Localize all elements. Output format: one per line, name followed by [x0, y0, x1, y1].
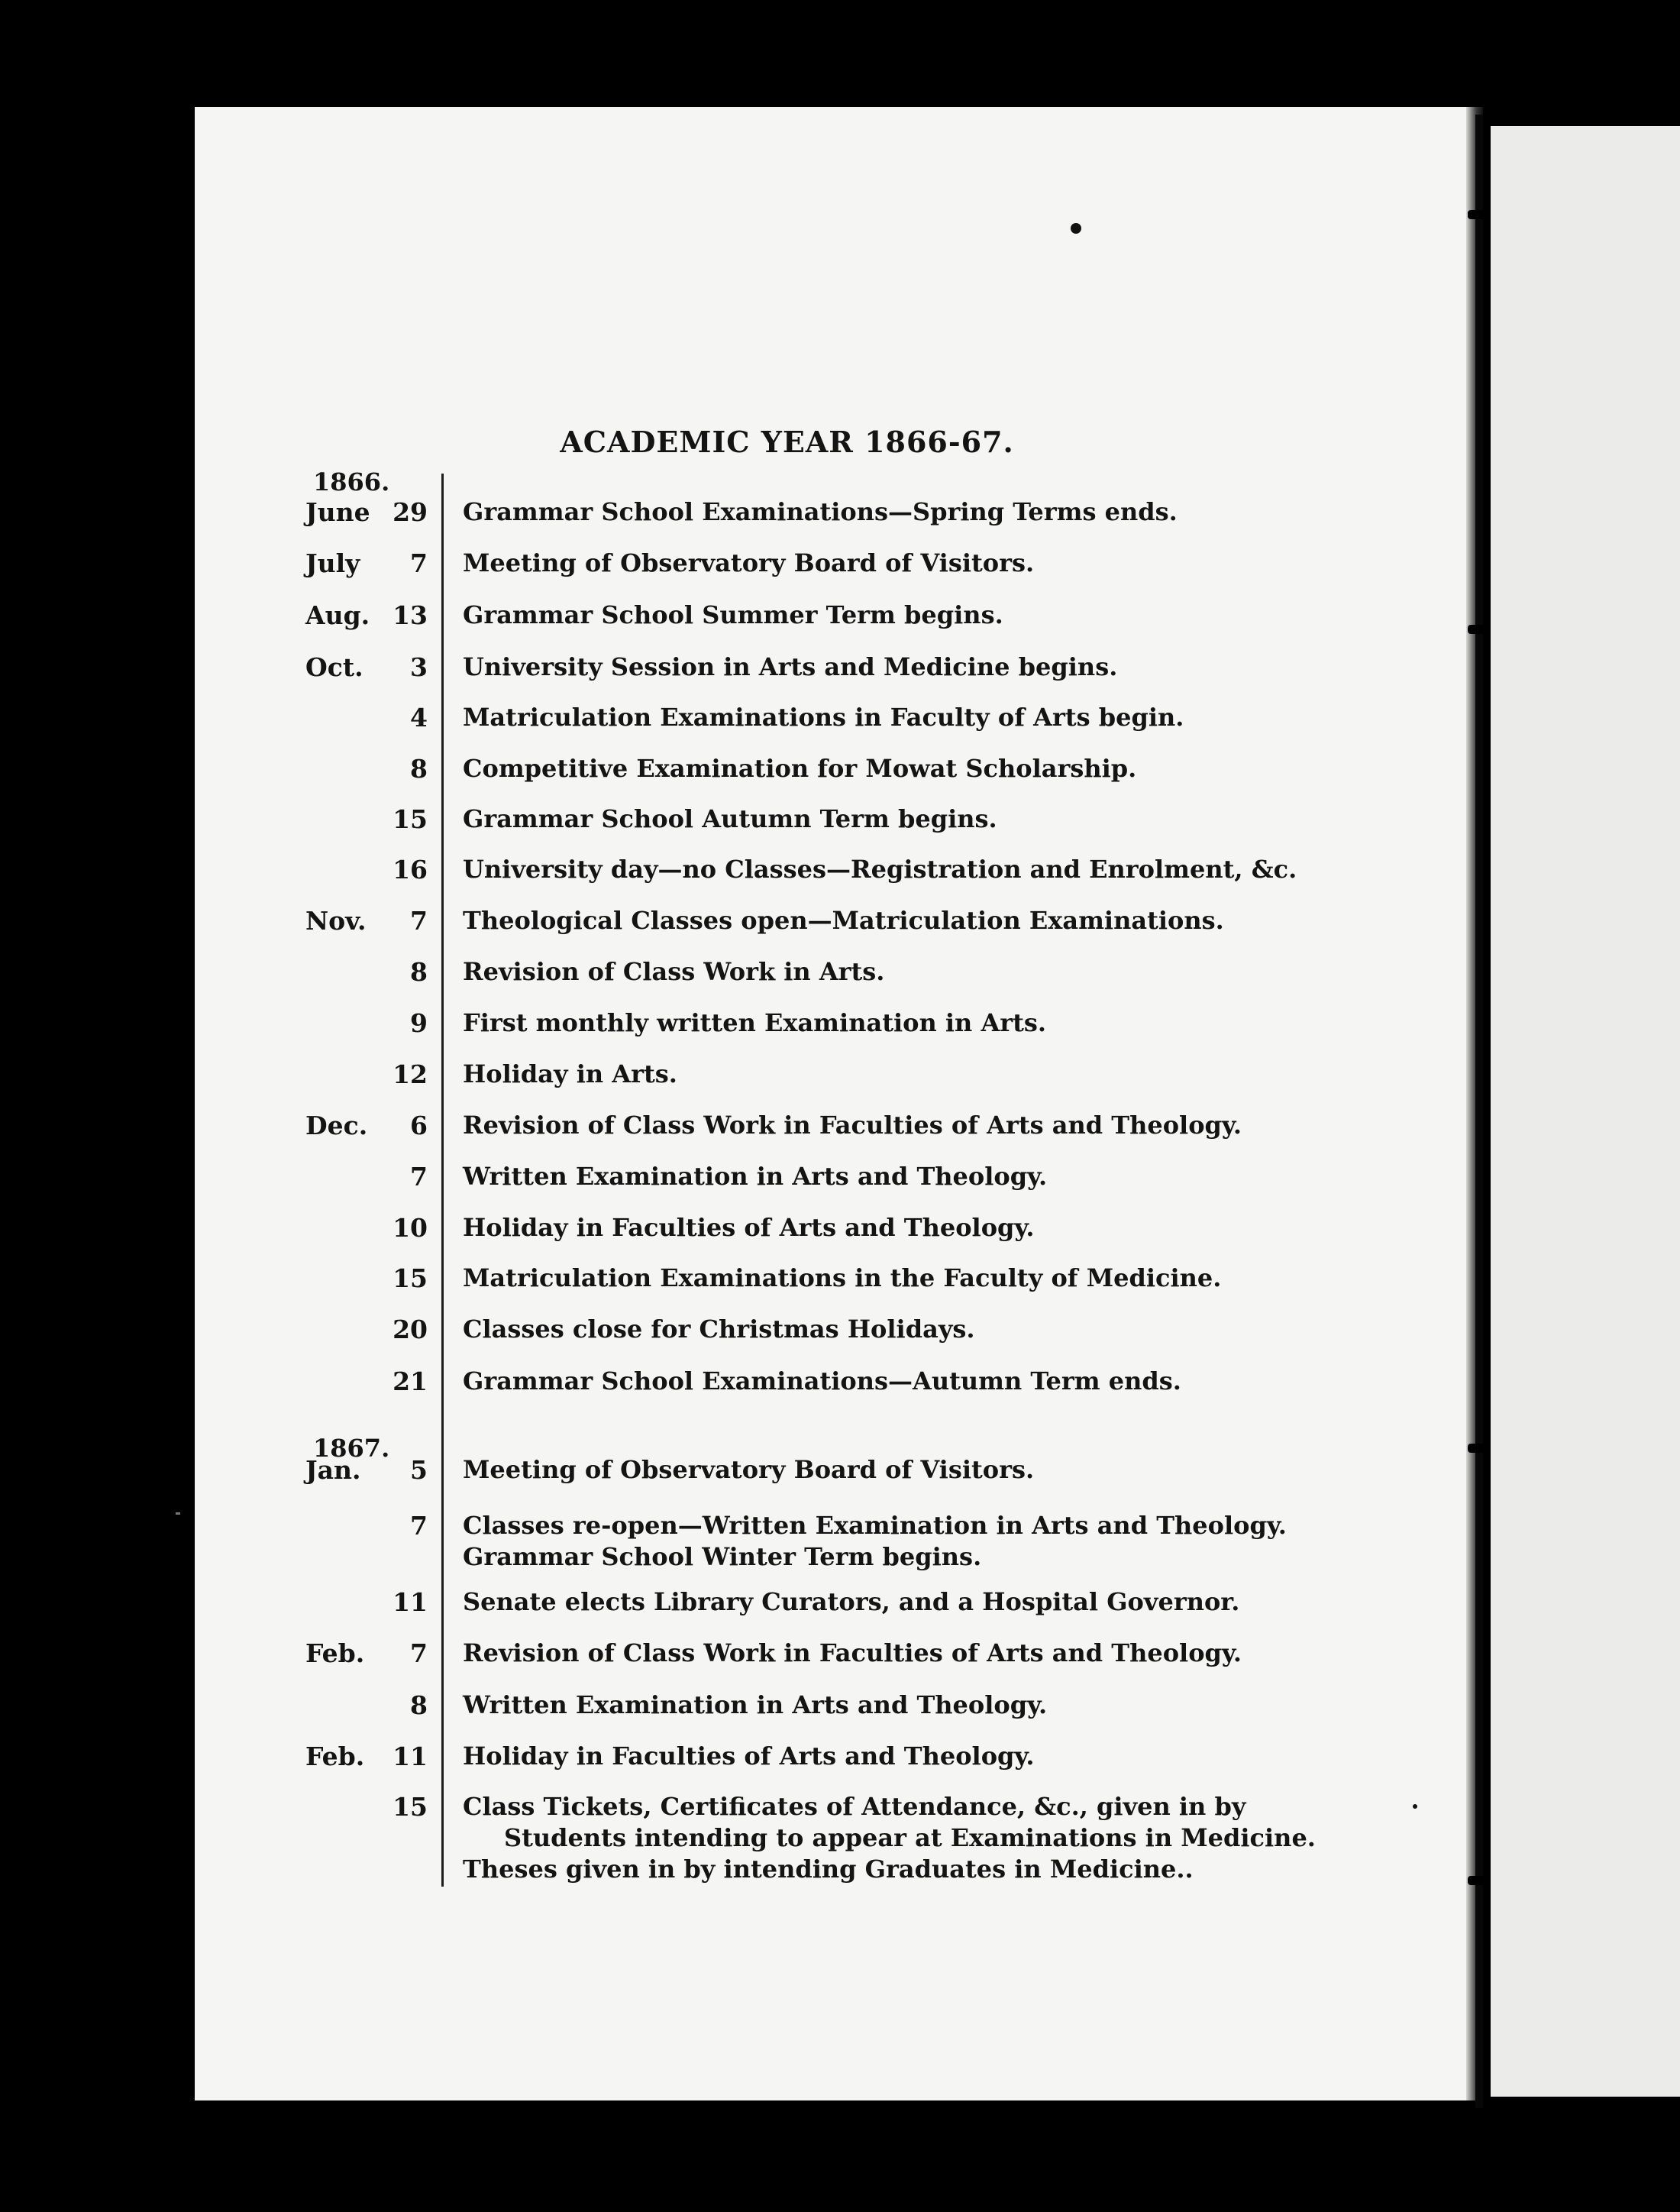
entry-text: Holiday in Arts. [463, 1059, 677, 1088]
entry-text: Grammar School Examinations—Spring Terms ends. [463, 497, 1178, 526]
entry-day: 21 [393, 1366, 428, 1396]
page-title: ACADEMIC YEAR 1866-67. [560, 425, 1014, 459]
entry-day: 20 [393, 1315, 428, 1344]
entry-text: University Session in Arts and Medicine begins. [463, 652, 1118, 681]
entry-month: July [305, 548, 360, 578]
binding-tick [1468, 210, 1489, 219]
entry-day: 11 [393, 1741, 428, 1771]
ink-speck [1413, 1804, 1417, 1809]
binding-tick [1468, 1876, 1489, 1885]
entry-text: Holiday in Faculties of Arts and Theology. [463, 1213, 1035, 1242]
entry-day: 9 [410, 1008, 428, 1038]
entry-day: 8 [410, 1690, 428, 1720]
entry-month: Oct. [305, 652, 363, 682]
entry-day: 5 [410, 1455, 428, 1485]
entry-text: Meeting of Observatory Board of Visitors. [463, 548, 1035, 577]
entry-text: Competitive Examination for Mowat Scholarship. [463, 754, 1137, 783]
entry-day: 10 [393, 1213, 428, 1243]
entry-month: June [305, 497, 370, 527]
facing-page-edge [1491, 126, 1680, 2097]
entry-text: Theses given in by intending Graduates in Medicine.. [463, 1855, 1194, 1884]
entry-text: Matriculation Examinations in Faculty of Arts begin. [463, 703, 1184, 732]
entry-day: 11 [393, 1587, 428, 1617]
year-heading: 1867. [313, 1434, 390, 1463]
entry-text: Class Tickets, Certificates of Attendance, &c., given in by [463, 1792, 1246, 1821]
entry-text: Written Examination in Arts and Theology. [463, 1690, 1048, 1719]
entry-month: Aug. [305, 600, 370, 630]
entry-text: University day—no Classes—Registration and Enrolment, &c. [463, 855, 1297, 884]
column-rule [441, 474, 444, 1887]
entry-text: Grammar School Winter Term begins. [463, 1542, 982, 1571]
entry-day: 7 [410, 906, 428, 936]
book-spine [1475, 115, 1483, 2108]
binding-tick [1468, 625, 1489, 634]
entry-text: Revision of Class Work in Arts. [463, 957, 885, 986]
entry-text: Students intending to appear at Examinations in Medicine. [504, 1823, 1316, 1852]
entry-month: Dec. [305, 1111, 368, 1140]
entry-month: Jan. [305, 1455, 361, 1485]
entry-text: Classes close for Christmas Holidays. [463, 1315, 975, 1344]
entry-day: 7 [410, 548, 428, 578]
entry-text: Holiday in Faculties of Arts and Theology. [463, 1741, 1035, 1771]
entry-day: 15 [393, 804, 428, 834]
entry-text: Meeting of Observatory Board of Visitors. [463, 1455, 1035, 1484]
entry-day: 8 [410, 754, 428, 784]
entry-text: Grammar School Examinations—Autumn Term ends. [463, 1366, 1181, 1395]
entry-day: 7 [410, 1162, 428, 1192]
entry-day: 16 [393, 855, 428, 884]
year-heading: 1866. [313, 467, 390, 496]
entry-text: Grammar School Summer Term begins. [463, 600, 1003, 629]
entry-text: Revision of Class Work in Faculties of Arts and Theology. [463, 1638, 1242, 1667]
entry-day: 3 [410, 652, 428, 682]
entry-text: First monthly written Examination in Arts. [463, 1008, 1047, 1037]
entry-day: 29 [393, 497, 428, 527]
entry-text: Matriculation Examinations in the Faculty of Medicine. [463, 1263, 1222, 1292]
entry-month: Feb. [305, 1741, 365, 1771]
entry-month: Feb. [305, 1638, 365, 1668]
entry-text: Senate elects Library Curators, and a Hospital Governor. [463, 1587, 1240, 1616]
entry-text: Classes re-open—Written Examination in Arts and Theology. [463, 1511, 1287, 1540]
scan-edge-mark [176, 1512, 180, 1515]
ink-speck [1071, 223, 1081, 234]
entry-text: Theological Classes open—Matriculation Examinations. [463, 906, 1224, 935]
entry-day: 13 [393, 600, 428, 630]
entry-day: 4 [410, 703, 428, 732]
entry-day: 7 [410, 1511, 428, 1541]
entry-day: 6 [410, 1111, 428, 1140]
entry-day: 15 [393, 1792, 428, 1822]
entry-day: 8 [410, 957, 428, 987]
entry-month: Nov. [305, 906, 367, 936]
entry-text: Written Examination in Arts and Theology. [463, 1162, 1048, 1191]
entry-day: 15 [393, 1263, 428, 1293]
binding-tick [1468, 1444, 1489, 1453]
entry-day: 12 [393, 1059, 428, 1089]
entry-day: 7 [410, 1638, 428, 1668]
entry-text: Grammar School Autumn Term begins. [463, 804, 997, 833]
entry-text: Revision of Class Work in Faculties of Arts and Theology. [463, 1111, 1242, 1140]
